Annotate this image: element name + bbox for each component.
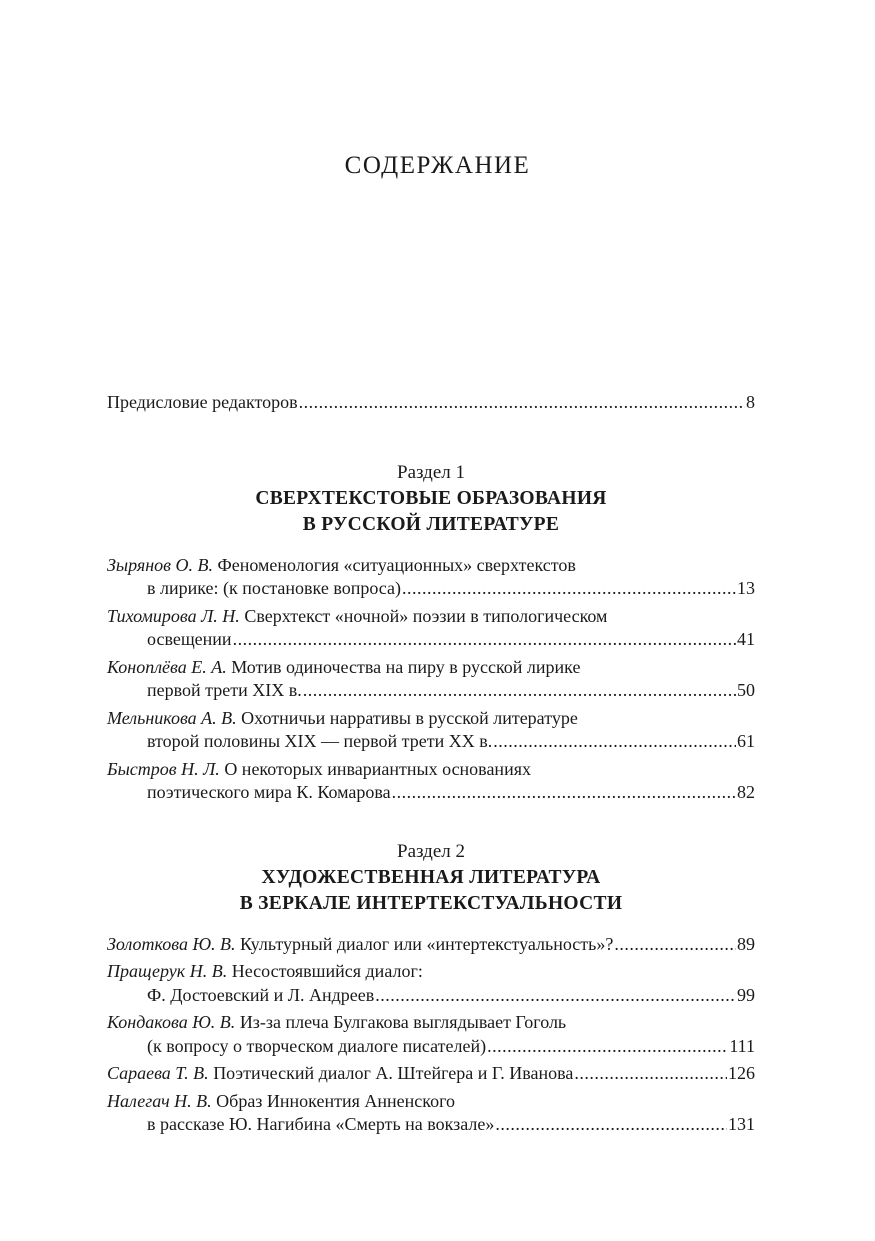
dot-leader bbox=[303, 679, 736, 703]
toc-entry[interactable] bbox=[107, 933, 755, 957]
entry-title: Культурный диалог или «интертекстуальность»? bbox=[235, 933, 614, 954]
dot-leader bbox=[375, 984, 736, 1008]
entry-title: Сверхтекст «ночной» поэзии в типологическом bbox=[239, 605, 608, 626]
entry-author: Зырянов О. В. bbox=[107, 554, 213, 575]
entry-title: Предисловие редакторов bbox=[107, 392, 298, 412]
dot-leader bbox=[487, 1035, 728, 1059]
entry-title-cont: в лирике: (к постановке вопроса) bbox=[147, 578, 401, 598]
dot-leader bbox=[495, 1113, 727, 1137]
section-title-line: В ЗЕРКАЛЕ ИНТЕРТЕКСТУАЛЬНОСТИ bbox=[239, 892, 623, 914]
entry-title: Несостоявшийся диалог: bbox=[227, 961, 423, 981]
section-title-line: ХУДОЖЕСТВЕННАЯ ЛИТЕРАТУРА bbox=[261, 866, 601, 888]
entry-title: Образ Иннокентия Анненского bbox=[211, 1090, 456, 1111]
page-number: 131 bbox=[728, 1114, 755, 1134]
dot-leader bbox=[233, 628, 736, 652]
page-number: 8 bbox=[746, 392, 755, 412]
entry-title-cont: (к вопросу о творческом диалоге писателей) bbox=[147, 1035, 487, 1056]
entry-title-cont: первой трети XIX в. bbox=[147, 680, 302, 700]
entry-title-cont: поэтического мира К. Комарова bbox=[147, 782, 391, 802]
toc-entry-preface[interactable] bbox=[107, 391, 755, 415]
section-title-line: СВЕРХТЕКСТОВЫЕ ОБРАЗОВАНИЯ bbox=[255, 487, 607, 509]
toc-entry[interactable] bbox=[107, 656, 755, 703]
toc-entry[interactable] bbox=[107, 605, 755, 652]
page-number: 89 bbox=[737, 933, 755, 954]
entry-author: Тихомирова Л. Н. bbox=[107, 605, 240, 626]
page-number: 50 bbox=[737, 680, 755, 700]
entry-author: Мельникова А. В. bbox=[107, 707, 237, 728]
entry-title: Феноменология «ситуационных» сверхтекстов bbox=[212, 554, 576, 575]
dot-leader bbox=[299, 391, 745, 415]
page-number: 111 bbox=[729, 1035, 755, 1056]
section-heading-1 bbox=[107, 460, 755, 538]
entry-author: Коноплёва Е. А. bbox=[107, 656, 227, 677]
entry-author: Пращерук Н. В. bbox=[107, 961, 228, 981]
page-number: 99 bbox=[737, 984, 755, 1005]
page-number: 13 bbox=[737, 578, 755, 598]
toc-entry[interactable] bbox=[107, 1090, 755, 1137]
page-title: СОДЕРЖАНИЕ bbox=[344, 152, 531, 179]
entry-author: Налегач Н. В. bbox=[107, 1090, 212, 1111]
toc-entry[interactable] bbox=[107, 1062, 755, 1086]
dot-leader bbox=[392, 781, 736, 805]
dot-leader bbox=[614, 933, 736, 957]
dot-leader bbox=[493, 730, 736, 754]
section-title-line: В РУССКОЙ ЛИТЕРАТУРЕ bbox=[302, 513, 560, 535]
entry-title-cont: в рассказе Ю. Нагибина «Смерть на вокзале» bbox=[147, 1114, 495, 1134]
page-number: 41 bbox=[737, 629, 755, 649]
toc-entry[interactable] bbox=[107, 1011, 755, 1058]
section-label: Раздел 1 bbox=[397, 461, 465, 483]
toc-entry[interactable] bbox=[107, 554, 755, 601]
entry-title-cont: освещении bbox=[147, 629, 232, 649]
entry-title-cont: Ф. Достоевский и Л. Андреев bbox=[147, 984, 375, 1005]
dot-leader bbox=[402, 577, 736, 601]
table-of-contents bbox=[107, 391, 755, 1141]
section-heading-2 bbox=[107, 839, 755, 917]
dot-leader bbox=[574, 1062, 727, 1086]
entry-title: Поэтический диалог А. Штейгера и Г. Иванова bbox=[208, 1063, 574, 1083]
entry-author: Сараева Т. В. bbox=[107, 1063, 209, 1083]
page-number: 126 bbox=[728, 1063, 755, 1083]
toc-entry[interactable] bbox=[107, 960, 755, 1007]
toc-entry[interactable] bbox=[107, 758, 755, 805]
entry-title-cont: второй половины XIX — первой трети XX в. bbox=[147, 731, 493, 751]
entry-author: Кондакова Ю. В. bbox=[107, 1012, 236, 1032]
entry-author: Золоткова Ю. В. bbox=[107, 933, 236, 954]
toc-entry[interactable] bbox=[107, 707, 755, 754]
page-number: 61 bbox=[737, 731, 755, 751]
entry-title: О некоторых инвариантных основаниях bbox=[219, 758, 531, 779]
page-number: 82 bbox=[737, 782, 755, 802]
entry-title: Из-за плеча Булгакова выглядывает Гоголь bbox=[235, 1012, 567, 1032]
section-label: Раздел 2 bbox=[397, 840, 465, 862]
entry-title: Охотничьи нарративы в русской литературе bbox=[236, 707, 578, 728]
entry-author: Быстров Н. Л. bbox=[107, 758, 220, 779]
entry-title: Мотив одиночества на пиру в русской лирике bbox=[226, 656, 581, 677]
